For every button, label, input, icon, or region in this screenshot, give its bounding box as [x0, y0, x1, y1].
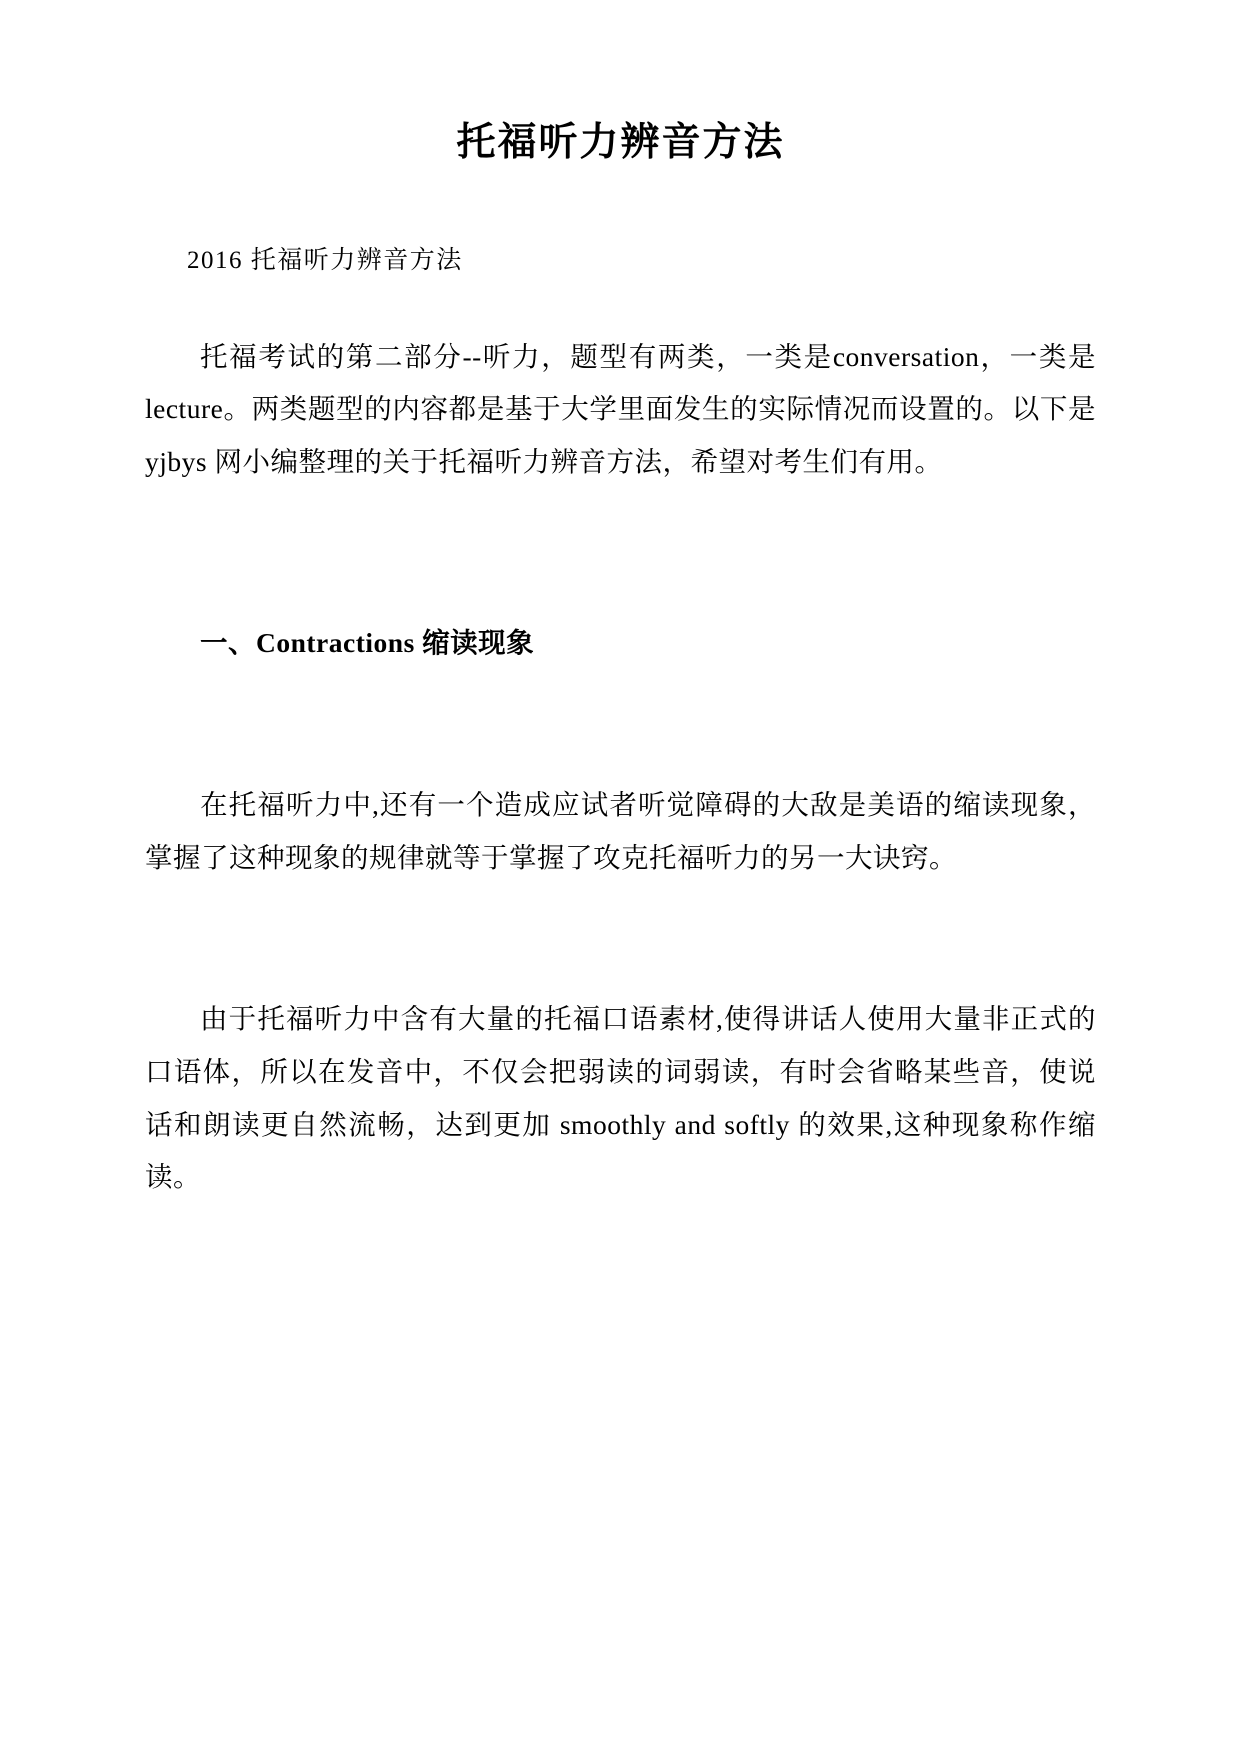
section-heading-contractions: 一、Contractions 缩读现象 [200, 627, 535, 659]
paragraph-contractions-detail: 由于托福听力中含有大量的托福口语素材,使得讲话人使用大量非正式的口语体，所以在发音中，不仅会把弱读的词弱读，有时会省略某些音，使说话和朗读更自然流畅，达到更加 smoothly and softly 的效果,这种现象称作缩读。 [145, 1002, 1096, 1193]
paragraph-contractions-overview: 在托福听力中,还有一个造成应试者听觉障碍的大敌是美语的缩读现象，掌握了这种现象的规律就等于掌握了攻克托福听力的另一大诀窍。 [145, 789, 1096, 874]
paragraph-intro: 托福考试的第二部分--听力，题型有两类，一类是conversation，一类是 lecture。两类题型的内容都是基于大学里面发生的实际情况而设置的。以下是 yjbys 网小编整理的关于托福听力辨音方法，希望对考生们有用。 [145, 340, 1096, 478]
document-subtitle: 2016 托福听力辨音方法 [187, 246, 463, 274]
page-title: 托福听力辨音方法 [456, 121, 785, 164]
